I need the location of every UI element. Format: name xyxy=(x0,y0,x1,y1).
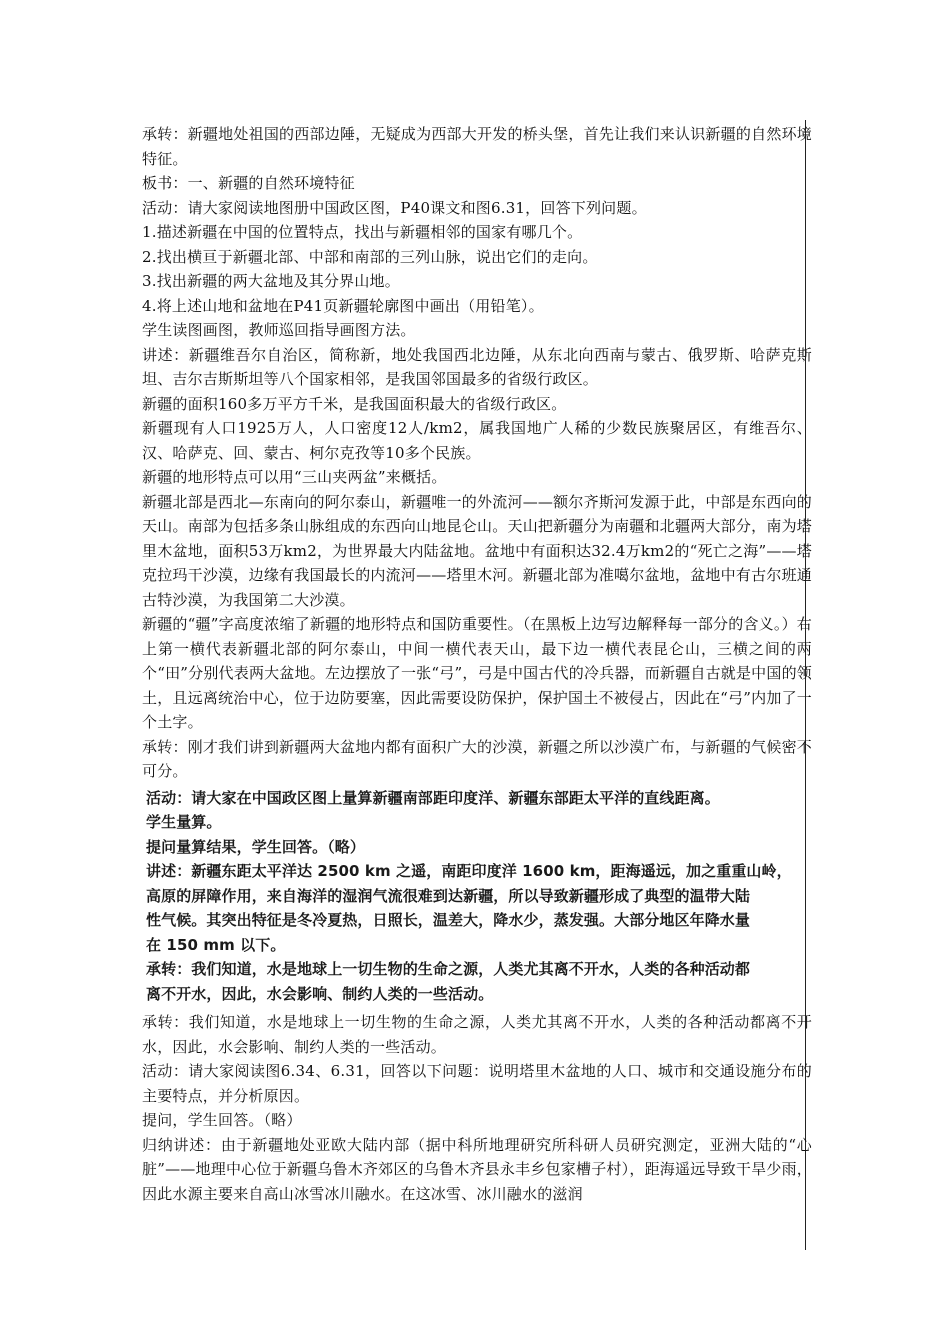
paragraph: 活动：请大家阅读地图册中国政区图，P40课文和图6.31，回答下列问题。 xyxy=(142,198,647,217)
scanned-line: 在 150 mm 以下。 xyxy=(146,935,286,954)
paragraph: 新疆现有人口1925万人，人口密度12人/km2，属我国地广人稀的少数民族聚居区，有维吾尔、汉、哈萨克、回、蒙古、柯尔克孜等10多个民族。 xyxy=(142,419,812,462)
paragraph: 承转：我们知道，水是地球上一切生物的生命之源，人类尤其离不开水，人类的各种活动都离不开水，因此，水会影响、制约人类的一些活动。 xyxy=(142,1013,812,1056)
paragraph: 承转：刚才我们讲到新疆两大盆地内都有面积广大的沙漠，新疆之所以沙漠广布，与新疆的气候密不可分。 xyxy=(142,737,812,780)
paragraph: 新疆的“疆”字高度浓缩了新疆的地形特点和国防重要性。（在黑板上边写边解释每一部分的含义。）右上第一横代表新疆北部的阿尔泰山，中间一横代表天山，最下边一横代表昆仑山，三横之间的两个“田”分别代表两大盆地。左边摆放了一张“弓”，弓是中国古代的冷兵器，而新疆自古就是中国的领土，且远离统治中心，位于边防要塞，因此需要设防保护，保护国土不被侵占，因此在“弓”内加了一个土字。 xyxy=(142,615,812,731)
scanned-line: 高原的屏障作用，来自海洋的湿润气流很难到达新疆，所以导致新疆形成了典型的温带大陆 xyxy=(146,886,751,905)
scanned-insert xyxy=(142,784,812,1011)
paragraph: 归纳讲述：由于新疆地处亚欧大陆内部（据中科所地理研究所科研人员研究测定，亚洲大陆的“心脏”——地理中心位于新疆乌鲁木齐郊区的乌鲁木齐县永丰乡包家槽子村），距海遥远导致干旱少雨，因此水源主要来自高山冰雪冰川融水。在这冰雪、冰川融水的滋润 xyxy=(142,1135,812,1203)
paragraph: 提问，学生回答。（略） xyxy=(142,1111,302,1129)
paragraph: 新疆北部是西北—东南向的阿尔泰山，新疆唯一的外流河——额尔齐斯河发源于此，中部是东西向的天山。南部为包括多条山脉组成的东西向山地昆仑山。天山把新疆分为南疆和北疆两大部分，南为塔里木盆地，面积53万km2，为世界最大内陆盆地。盆地中有面积达32.4万km2的“死亡之海”——塔克拉玛干沙漠，边缘有我国最长的内流河——塔里木河。新疆北部为准噶尔盆地，盆地中有古尔班通古特沙漠，为我国第二大沙漠。 xyxy=(142,492,812,609)
scanned-line: 离不开水，因此，水会影响、制约人类的一些活动。 xyxy=(146,984,494,1003)
paragraph: 学生读图画图，教师巡回指导画图方法。 xyxy=(142,321,416,339)
paragraph: 承转：新疆地处祖国的西部边陲，无疑成为西部大开发的桥头堡，首先让我们来认识新疆的自然环境特征。 xyxy=(142,125,812,168)
paragraph: 1.描述新疆在中国的位置特点，找出与新疆相邻的国家有哪几个。 xyxy=(142,223,583,241)
paragraph: 活动：请大家阅读图6.34、6.31，回答以下问题：说明塔里木盆地的人口、城市和交通设施分布的主要特点，并分析原因。 xyxy=(142,1062,812,1105)
scanned-line: 提问量算结果，学生回答。（略） xyxy=(146,837,366,856)
paragraph: 3.找出新疆的两大盆地及其分界山地。 xyxy=(142,272,400,290)
paragraph: 新疆的地形特点可以用“三山夹两盆”来概括。 xyxy=(142,468,447,486)
scanned-line: 学生量算。 xyxy=(146,813,222,831)
scanned-line: 承转：我们知道，水是地球上一切生物的生命之源，人类尤其离不开水，人类的各种活动都 xyxy=(146,960,751,978)
scanned-line: 性气候。其突出特征是冬冷夏热，日照长，温差大，降水少，蒸发强。大部分地区年降水量 xyxy=(146,911,751,929)
paragraph: 4.将上述山地和盆地在P41页新疆轮廓图中画出（用铅笔）。 xyxy=(142,296,544,315)
paragraph: 讲述：新疆维吾尔自治区，简称新，地处我国西北边陲，从东北向西南与蒙古、俄罗斯、哈萨克斯坦、吉尔吉斯斯坦等八个国家相邻，是我国邻国最多的省级行政区。 xyxy=(142,345,812,388)
scanned-line: 讲述：新疆东距太平洋达 2500 km 之遥，南距印度洋 1600 km，距海遥远，加之重重山岭， xyxy=(146,862,792,880)
paragraph: 新疆的面积160多万平方千米，是我国面积最大的省级行政区。 xyxy=(142,394,567,413)
scanned-line: 活动：请大家在中国政区图上量算新疆南部距印度洋、新疆东部距太平洋的直线距离。 xyxy=(146,788,720,807)
paragraph: 板书：一、新疆的自然环境特征 xyxy=(142,174,355,192)
document-body xyxy=(142,122,812,1206)
paragraph: 2.找出横亘于新疆北部、中部和南部的三列山脉，说出它们的走向。 xyxy=(142,247,598,266)
